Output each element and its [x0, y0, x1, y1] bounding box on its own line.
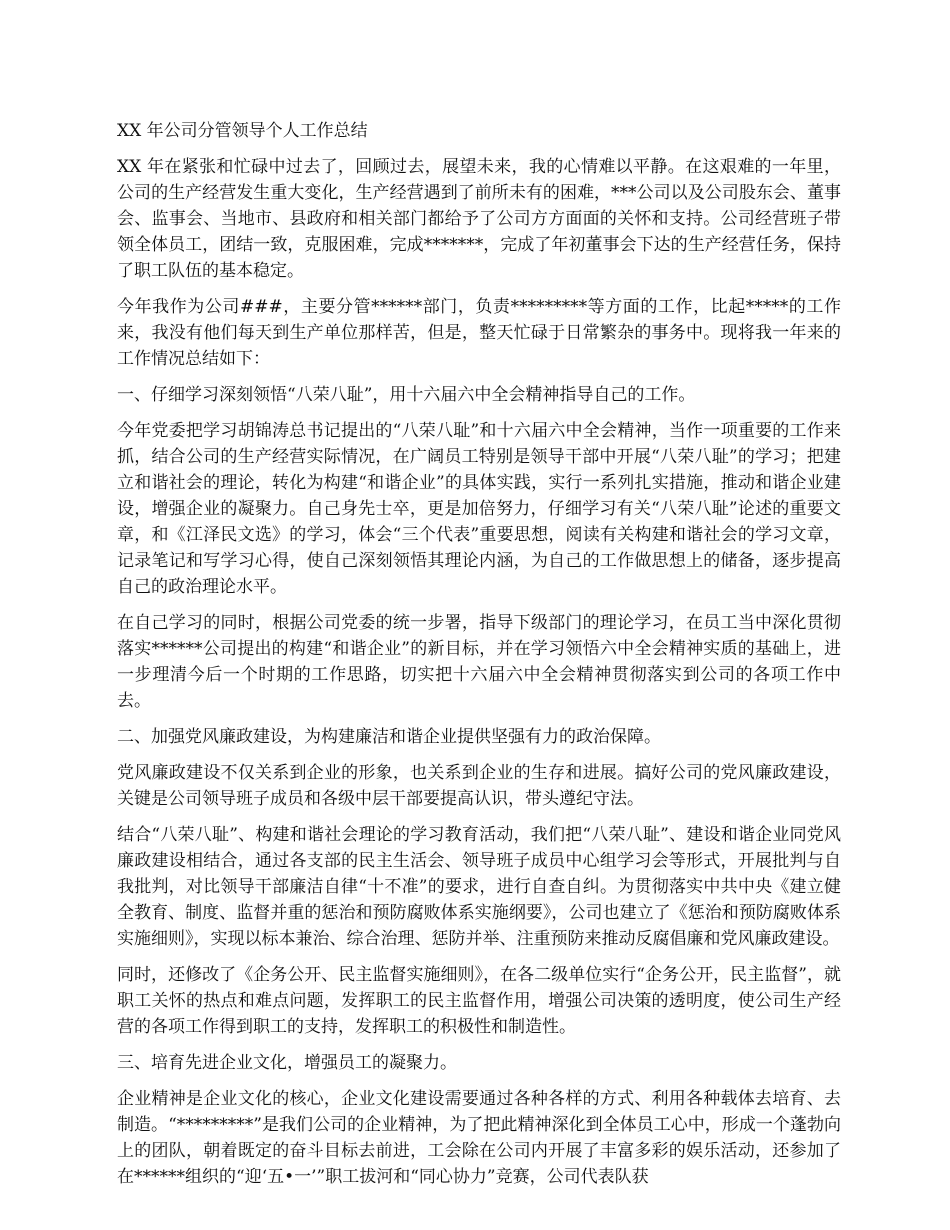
paragraph-integrity: 党风廉政建设不仅关系到企业的形象，也关系到企业的生存和进展。搞好公司的党风廉政建设，关键是公司领导班子成员和各级中层干部要提高认识，带头遵纪守法。	[117, 763, 841, 809]
paragraph-transparency: 同时，还修改了《企务公开、民主监督实施细则》，在各二级单位实行“企务公开，民主监督”，就职工关怀的热点和难点问题，发挥职工的民主监督作用，增强公司决策的透明度，使公司生产经营的各项工作得到职工的支持，发挥职工的积极性和制造性。	[117, 965, 841, 1037]
paragraph-responsibilities: 今年我作为公司###，主要分管******部门，负责*********等方面的工作，比起*****的工作来，我没有他们每天到生产单位那样苦，但是，整天忙碌于日常繁杂的事务中。现将我一年来的工作情况总结如下：	[117, 297, 841, 369]
document-page	[117, 118, 841, 1200]
section-heading-3: 三、培育先进企业文化，增强员工的凝聚力。	[117, 1053, 457, 1073]
section-heading-1: 一、仔细学习深刻领悟“八荣八耻”，用十六届六中全会精神指导自己的工作。	[117, 385, 696, 405]
document-title: XX 年公司分管领导个人工作总结	[117, 121, 368, 141]
paragraph-anti-corruption: 结合“八荣八耻”、构建和谐社会理论的学习教育活动，我们把“八荣八耻”、建设和谐企业同党风廉政建设相结合，通过各支部的民主生活会、领导班子成员中心组学习会等形式，开展批判与自我批判，对比领导干部廉洁自律“十不准”的要求，进行自查自纠。为贯彻落实中共中央《建立健全教育、制度、监督并重的惩治和预防腐败体系实施纲要》，公司也建立了《惩治和预防腐败体系实施细则》，实现以标本兼治、综合治理、惩防并举、注重预防来推动反腐倡廉和党风廉政建设。	[117, 825, 841, 949]
paragraph-culture: 企业精神是企业文化的核心，企业文化建设需要通过各种各样的方式、利用各种载体去培育、去制造。“*********”是我们公司的企业精神，为了把此精神深化到全体员工心中，形成一个蓬勃向上的团队，朝着既定的奋斗目标去前进，工会除在公司内开展了丰富多彩的娱乐活动，还参加了在******组织的“迎‘五•一’”职工拔河和“同心协力”竞赛，公司代表队获	[117, 1089, 841, 1187]
paragraph-intro: XX 年在紧张和忙碌中过去了，回顾过去，展望未来，我的心情难以平静。在这艰难的一年里，公司的生产经营发生重大变化，生产经营遇到了前所未有的困难，***公司以及公司股东会、董事会、监事会、当地市、县政府和相关部门都给予了公司方方面面的关怀和支持。公司经营班子带领全体员工，团结一致，克服困难，完成*******，完成了年初董事会下达的生产经营任务，保持了职工队伍的基本稳定。	[117, 157, 841, 281]
section-heading-2: 二、加强党风廉政建设，为构建廉洁和谐企业提供坚强有力的政治保障。	[117, 727, 661, 747]
paragraph-guidance: 在自己学习的同时，根据公司党委的统一步署，指导下级部门的理论学习，在员工当中深化贯彻落实******公司提出的构建“和谐企业”的新目标，并在学习领悟六中全会精神实质的基础上，进一步理清今后一个时期的工作思路，切实把十六届六中全会精神贯彻落实到公司的各项工作中去。	[117, 613, 841, 711]
paragraph-study: 今年党委把学习胡锦涛总书记提出的“八荣八耻”和十六届六中全会精神，当作一项重要的工作来抓，结合公司的生产经营实际情况，在广阔员工特别是领导干部中开展“八荣八耻”的学习；把建立和谐社会的理论，转化为构建“和谐企业”的具体实践，实行一系列扎实措施，推动和谐企业建设，增强企业的凝聚力。自己身先士卒，更是加倍努力，仔细学习有关“八荣八耻”论述的重要文章，和《江泽民文选》的学习，体会“三个代表”重要思想，阅读有关构建和谐社会的学习文章，记录笔记和写学习心得，使自己深刻领悟其理论内涵，为自己的工作做思想上的储备，逐步提高自己的政治理论水平。	[117, 421, 841, 597]
